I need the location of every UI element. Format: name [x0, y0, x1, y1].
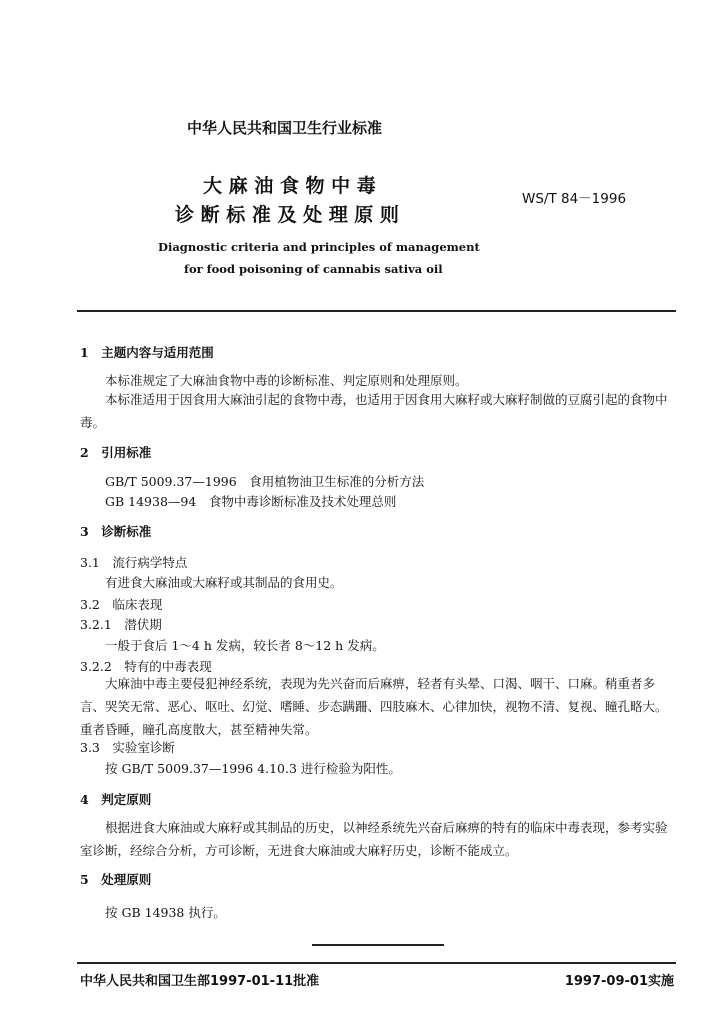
implementation-date: 1997-09-01实施 — [564, 974, 674, 989]
section-1-paragraph-2: 本标准适用于因食用大麻油引起的食物中毒，也适用于因食用大麻籽或大麻籽制做的豆腐引起的食物中毒。 — [80, 392, 668, 430]
section-5-heading: 5 处理原则 — [80, 872, 152, 887]
issuing-organization: 中华人民共和国卫生行业标准 — [187, 119, 383, 137]
section-3-3-heading: 3.3 实验室诊断 — [80, 740, 175, 755]
section-3-2-2-heading: 3.2.2 特有的中毒表现 — [80, 659, 212, 674]
title-cn-line1: 大 麻 油 食 物 中 毒 — [203, 175, 376, 197]
title-en-line2: for food poisoning of cannabis sativa oil — [184, 262, 443, 276]
reference-2: GB 14938—94 食物中毒诊断标准及技术处理总则 — [105, 494, 397, 509]
footer-divider — [77, 962, 676, 964]
title-en-line1: Diagnostic criteria and principles of management — [158, 240, 480, 254]
section-5-text: 按 GB 14938 执行。 — [105, 905, 226, 920]
reference-1: GB/T 5009.37—1996 食用植物油卫生标准的分析方法 — [105, 474, 425, 489]
section-1-paragraph-1: 本标准规定了大麻油食物中毒的诊断标准、判定原则和处理原则。 — [105, 373, 468, 388]
section-3-3-text: 按 GB/T 5009.37—1996 4.10.3 进行检验为阳性。 — [105, 761, 401, 776]
end-of-text-rule — [312, 944, 444, 946]
section-3-2-heading: 3.2 临床表现 — [80, 597, 163, 612]
header-divider — [77, 310, 676, 312]
standard-number: WS/T 84－1996 — [522, 191, 627, 207]
section-4-text: 根据进食大麻油或大麻籽或其制品的历史，以神经系统先兴奋后麻痹的特有的临床中毒表现，参考实验室诊断，经综合分析，方可诊断，无进食大麻油或大麻籽历史，诊断不能成立。 — [80, 820, 668, 858]
approval-line: 中华人民共和国卫生部1997-01-11批准 — [80, 974, 320, 989]
section-4-heading: 4 判定原则 — [80, 792, 152, 807]
section-3-1-text: 有进食大麻油或大麻籽或其制品的食用史。 — [105, 575, 343, 590]
section-3-2-2-text: 大麻油中毒主要侵犯神经系统，表现为先兴奋而后麻痹，轻者有头晕、口渴、咽干、口麻。稍重者多言、哭笑无常、恶心、呕吐、幻觉、嗜睡、步态蹒跚、四肢麻木、心律加快，视物不清、复视、瞳孔略大。重者昏睡，瞳孔高度散大，甚至精神失常。 — [80, 676, 668, 737]
section-3-2-1-text: 一般于食后 1～4 h 发病，较长者 8～12 h 发病。 — [105, 638, 385, 653]
title-cn-line2: 诊 断 标 准 及 处 理 原 则 — [175, 204, 399, 226]
section-3-2-1-heading: 3.2.1 潜伏期 — [80, 617, 162, 632]
section-1-heading: 1 主题内容与适用范围 — [80, 345, 214, 360]
section-2-heading: 2 引用标准 — [80, 445, 152, 460]
section-3-1-heading: 3.1 流行病学特点 — [80, 555, 188, 570]
section-3-heading: 3 诊断标准 — [80, 524, 152, 539]
